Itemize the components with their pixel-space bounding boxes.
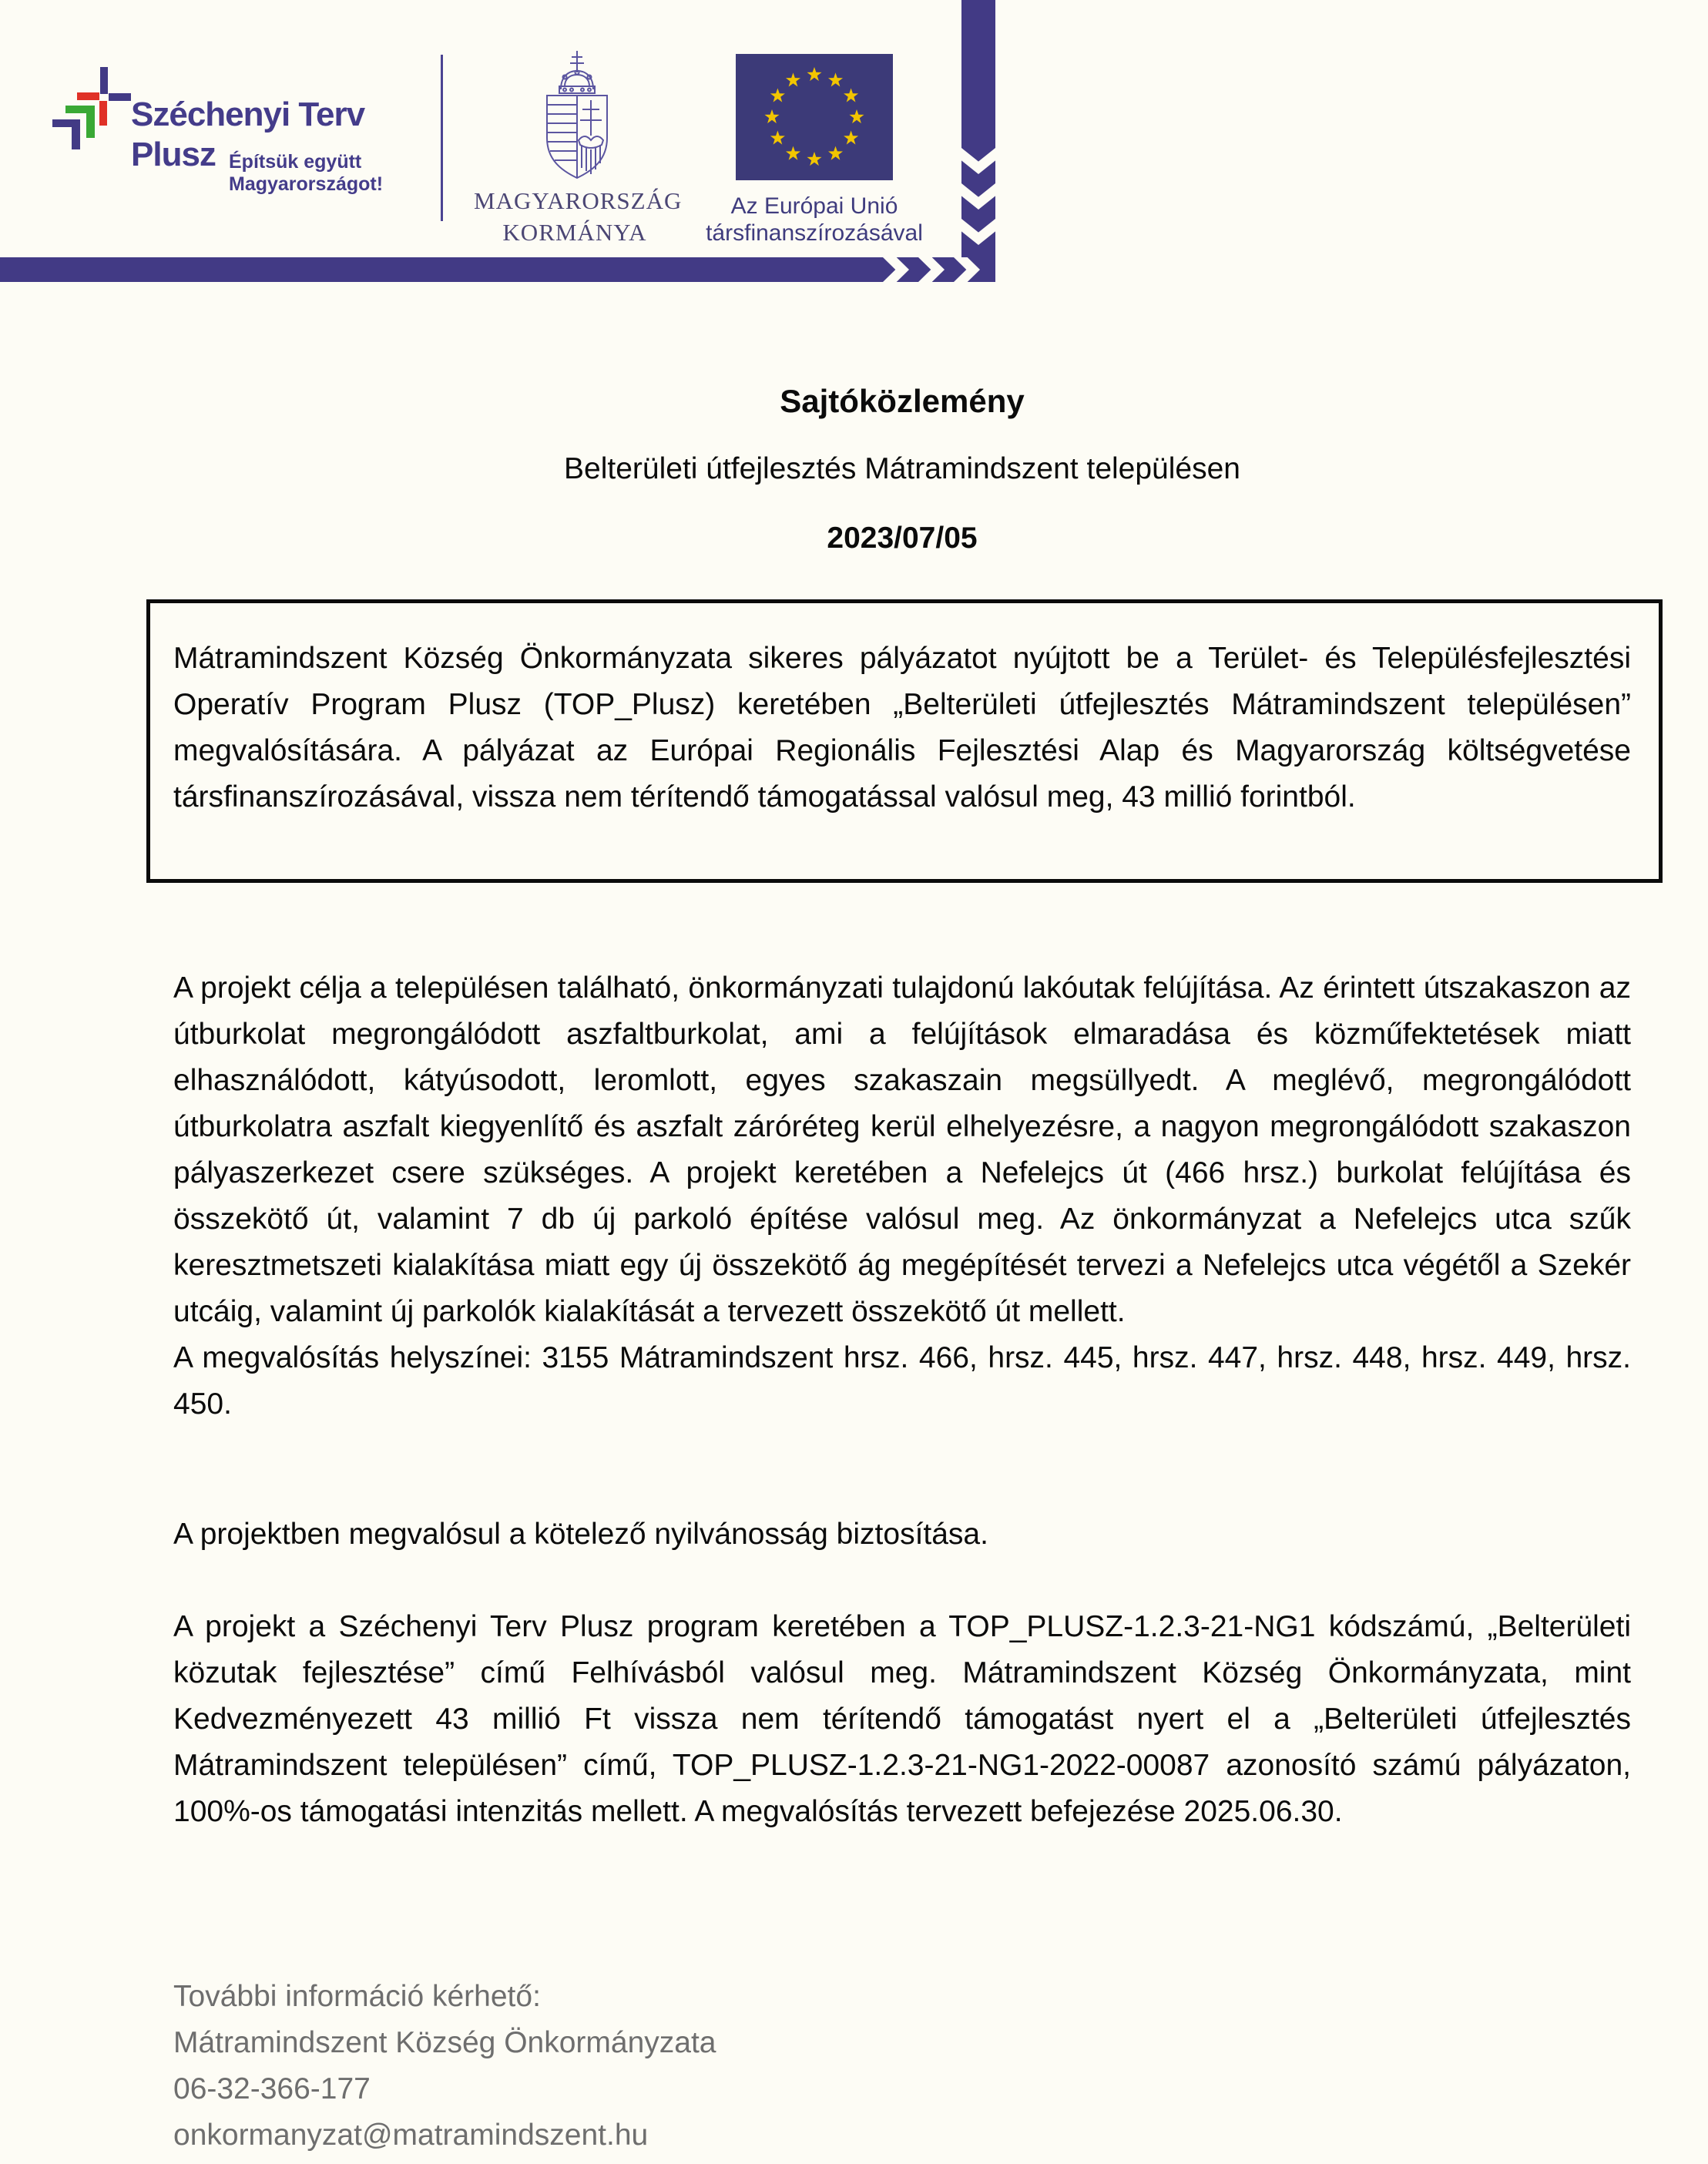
eu-flag-icon — [736, 54, 893, 180]
contact-block — [173, 1974, 1631, 2159]
paragraph-text: A megvalósítás helyszínei: 3155 Mátramindszent hrsz. 466, hrsz. 445, hrsz. 447, hrsz. 448, hrsz. 449, hrsz. 450. — [173, 1341, 1631, 1421]
release-date: 2023/07/05 — [827, 522, 978, 555]
lead-summary-box — [146, 599, 1663, 883]
body-paragraph-3 — [173, 1604, 1631, 1835]
contact-intro: További információ kérhető: — [173, 1980, 541, 2013]
contact-email: onkormanyzat@matramindszent.hu — [173, 2119, 649, 2152]
header-divider — [441, 55, 443, 221]
contact-organization: Mátramindszent Község Önkormányzata — [173, 2026, 716, 2059]
contact-phone: 06-32-366-177 — [173, 2072, 371, 2105]
page-subtitle: Belterületi útfejlesztés Mátramindszent településen — [564, 452, 1240, 485]
body-paragraph-2 — [173, 1511, 1631, 1558]
government-label-line1: MAGYARORSZÁG — [474, 187, 683, 214]
paragraph-text: A projektben megvalósul a kötelező nyilvánosság biztosítása. — [173, 1518, 988, 1551]
body-paragraph-1 — [173, 965, 1631, 1428]
logo-tagline-line2: Magyarországot! — [229, 173, 384, 195]
szechenyi-plusz-logo-icon — [52, 67, 133, 152]
paragraph-text: A projekt a Széchenyi Terv Plusz program keretében a TOP_PLUSZ-1.2.3-21-NG1 kódszámú, „Belterületi közutak fejlesztése” című Felhívásból valósul meg. Mátramindszent Község Önkormányzata, mint Kedvezményezett 43 millió Ft vissza nem térítendő támogatást nyert el a „Belterületi útfejlesztés Mátramindszent településen” című, TOP_PLUSZ-1.2.3-21-NG1-2022-00087 azonosító számú pályázaton, 100%-os támogatási intenzitás mellett. A megvalósítás tervezett befejezése 2025.06.30. — [173, 1610, 1631, 1828]
logo-title-line2: Plusz — [131, 136, 216, 173]
logo-tagline-line1: Építsük együtt — [229, 151, 362, 173]
logo-title-line1: Széchenyi Terv — [131, 96, 365, 133]
eu-label-line2: társfinanszírozásával — [706, 220, 923, 246]
paragraph-text: A projekt célja a településen található, önkormányzati tulajdonú lakóutak felújítása. Az érintett útszakaszon az útburkolat megrongálódott aszfaltburkolat, ami a felújítások elmaradása és közműfektetések miatt elhasználódott, kátyúsodott, leromlott, egyes szakaszain megsüllyedt. A meglévő, megrongálódott útburkolatra aszfalt kiegyenlítő és aszfalt záróréteg kerül elhelyezésre, a nagyon megrongálódott szakaszon pályaszerkezet csere szükséges. A projekt keretében a Nefelejcs út (466 hrsz.) burkolat felújítása és összekötő út, valamint 7 db új parkoló építése valósul meg. Az önkormányzat a Nefelejcs utca szűk keresztmetszeti kialakítása miatt egy új összekötő ág megépítését tervezi a Nefelejcs utca végétől a Szekér utcáig, valamint új parkolók kialakítását a tervezett összekötő út mellett. — [173, 971, 1631, 1328]
header-horizontal-bar — [0, 257, 995, 282]
hungary-coat-of-arms-icon — [535, 49, 619, 182]
page-title: Sajtóközlemény — [780, 383, 1025, 419]
eu-label-line1: Az Európai Unió — [730, 193, 898, 219]
lead-summary-text: Mátramindszent Község Önkormányzata sikeres pályázatot nyújtott be a Terület- és Településfejlesztési Operatív Program Plusz (TOP_Plusz) keretében „Belterületi útfejlesztés Mátramindszent településen” megvalósítására. A pályázat az Európai Regionális Fejlesztési Alap és Magyarország költségvetése társfinanszírozásával, vissza nem térítendő támogatással valósul meg, 43 millió forintból. — [173, 642, 1631, 814]
government-label-line2: KORMÁNYA — [502, 219, 647, 246]
